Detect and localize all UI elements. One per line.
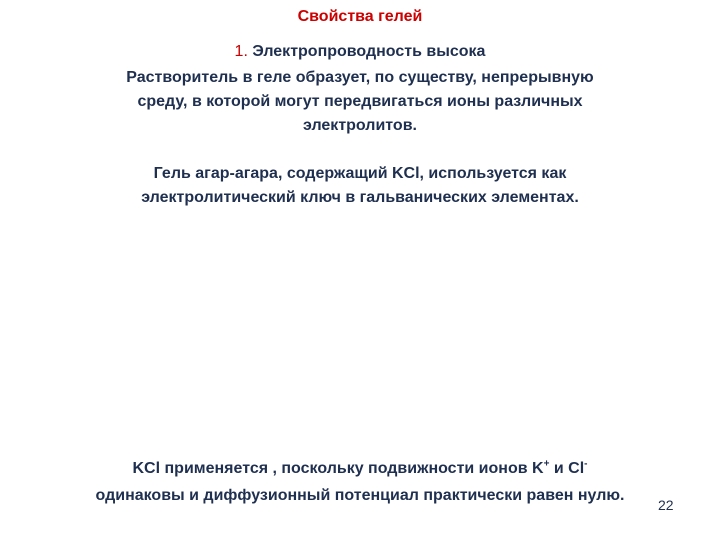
- paragraph-solvent-line: среду, в которой могут передвигаться ионы различных: [137, 93, 583, 110]
- item-1-heading: [0, 40, 720, 64]
- kcl-text-prefix: KCl применяется , поскольку подвижности ионов K: [132, 460, 544, 477]
- item-1-number: 1.: [234, 43, 248, 60]
- item-1-heading-text: Электропроводность высока: [252, 43, 486, 60]
- paragraph-kcl-usage: [0, 455, 720, 509]
- paragraph-kcl-usage-line-1: [0, 455, 720, 482]
- paragraph-solvent: [0, 66, 720, 138]
- cl-ion-charge: -: [584, 458, 588, 470]
- paragraph-solvent-line: электролитов.: [303, 117, 417, 134]
- k-ion-charge: +: [543, 458, 550, 470]
- page-number: 22: [658, 497, 674, 513]
- paragraph-agar-gel-line: Гель агар-агара, содержащий KCl, используется как: [153, 165, 567, 182]
- kcl-text-mid: и Cl: [549, 460, 585, 477]
- paragraph-solvent-line: Растворитель в геле образует, по существу, непрерывную: [126, 69, 594, 86]
- paragraph-agar-gel-line: электролитический ключ в гальванических элементах.: [141, 189, 579, 206]
- slide-title: Свойства гелей: [297, 8, 423, 25]
- paragraph-kcl-usage-line-2: одинаковы и диффузионный потенциал практически равен нулю.: [95, 487, 625, 504]
- paragraph-agar-gel: [0, 162, 720, 210]
